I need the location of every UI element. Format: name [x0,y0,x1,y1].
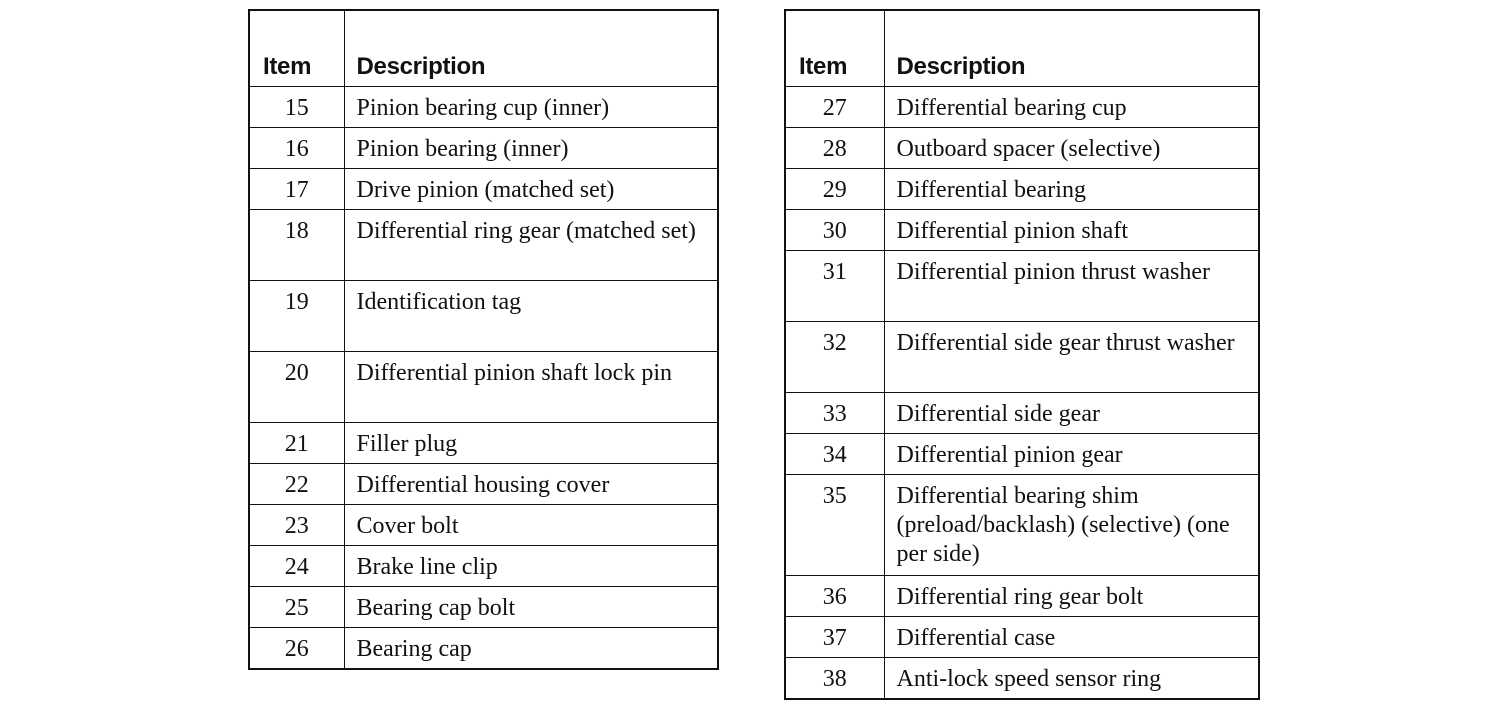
table-row [785,475,1259,576]
column-header-description: Description [344,10,718,87]
item-description: Differential side gear [884,393,1259,434]
item-description: Differential pinion shaft lock pin [344,352,718,423]
item-number: 36 [785,576,884,617]
table-row [785,251,1259,322]
item-number: 24 [249,546,344,587]
item-description: Differential bearing cup [884,87,1259,128]
item-number: 28 [785,128,884,169]
table-row [249,464,718,505]
item-description: Filler plug [344,423,718,464]
item-description: Cover bolt [344,505,718,546]
item-number: 31 [785,251,884,322]
item-number: 35 [785,475,884,576]
item-number: 32 [785,322,884,393]
table-row [249,352,718,423]
item-description: Differential bearing shim (preload/backlash) (selective) (one per side) [884,475,1259,576]
item-description: Bearing cap [344,628,718,669]
item-description: Identification tag [344,281,718,352]
column-header-description: Description [884,10,1259,87]
item-number: 16 [249,128,344,169]
table-row [249,169,718,210]
item-number: 23 [249,505,344,546]
column-header-item: Item [785,10,884,87]
item-description: Outboard spacer (selective) [884,128,1259,169]
item-description: Bearing cap bolt [344,587,718,628]
item-description: Brake line clip [344,546,718,587]
table-row [249,423,718,464]
table-row [785,617,1259,658]
table-row [249,128,718,169]
item-description: Drive pinion (matched set) [344,169,718,210]
table-row [785,87,1259,128]
table-row [785,128,1259,169]
table-row [249,87,718,128]
item-number: 19 [249,281,344,352]
item-number: 29 [785,169,884,210]
table-row [249,546,718,587]
table-row [785,658,1259,699]
item-number: 20 [249,352,344,423]
item-number: 30 [785,210,884,251]
item-number: 33 [785,393,884,434]
item-number: 15 [249,87,344,128]
item-number: 17 [249,169,344,210]
item-description: Differential pinion thrust washer [884,251,1259,322]
parts-table-right [784,9,1260,700]
table-row [785,434,1259,475]
item-number: 27 [785,87,884,128]
item-number: 25 [249,587,344,628]
item-description: Differential pinion gear [884,434,1259,475]
item-description: Differential ring gear (matched set) [344,210,718,281]
item-number: 26 [249,628,344,669]
table-row [785,210,1259,251]
table-row [249,210,718,281]
item-number: 18 [249,210,344,281]
item-number: 37 [785,617,884,658]
table-row [785,393,1259,434]
item-description: Pinion bearing (inner) [344,128,718,169]
item-description: Differential case [884,617,1259,658]
table-row [785,322,1259,393]
item-description: Differential housing cover [344,464,718,505]
table-row [785,576,1259,617]
table-row [249,628,718,669]
item-number: 34 [785,434,884,475]
table-header-row [785,10,1259,87]
item-description: Differential side gear thrust washer [884,322,1259,393]
table-row [249,281,718,352]
table-row [785,169,1259,210]
parts-table-left [248,9,719,670]
item-description: Differential ring gear bolt [884,576,1259,617]
table-header-row [249,10,718,87]
table-row [249,505,718,546]
item-description: Differential bearing [884,169,1259,210]
column-header-item: Item [249,10,344,87]
table-row [249,587,718,628]
item-number: 21 [249,423,344,464]
item-number: 22 [249,464,344,505]
item-description: Pinion bearing cup (inner) [344,87,718,128]
item-number: 38 [785,658,884,699]
item-description: Anti-lock speed sensor ring [884,658,1259,699]
item-description: Differential pinion shaft [884,210,1259,251]
